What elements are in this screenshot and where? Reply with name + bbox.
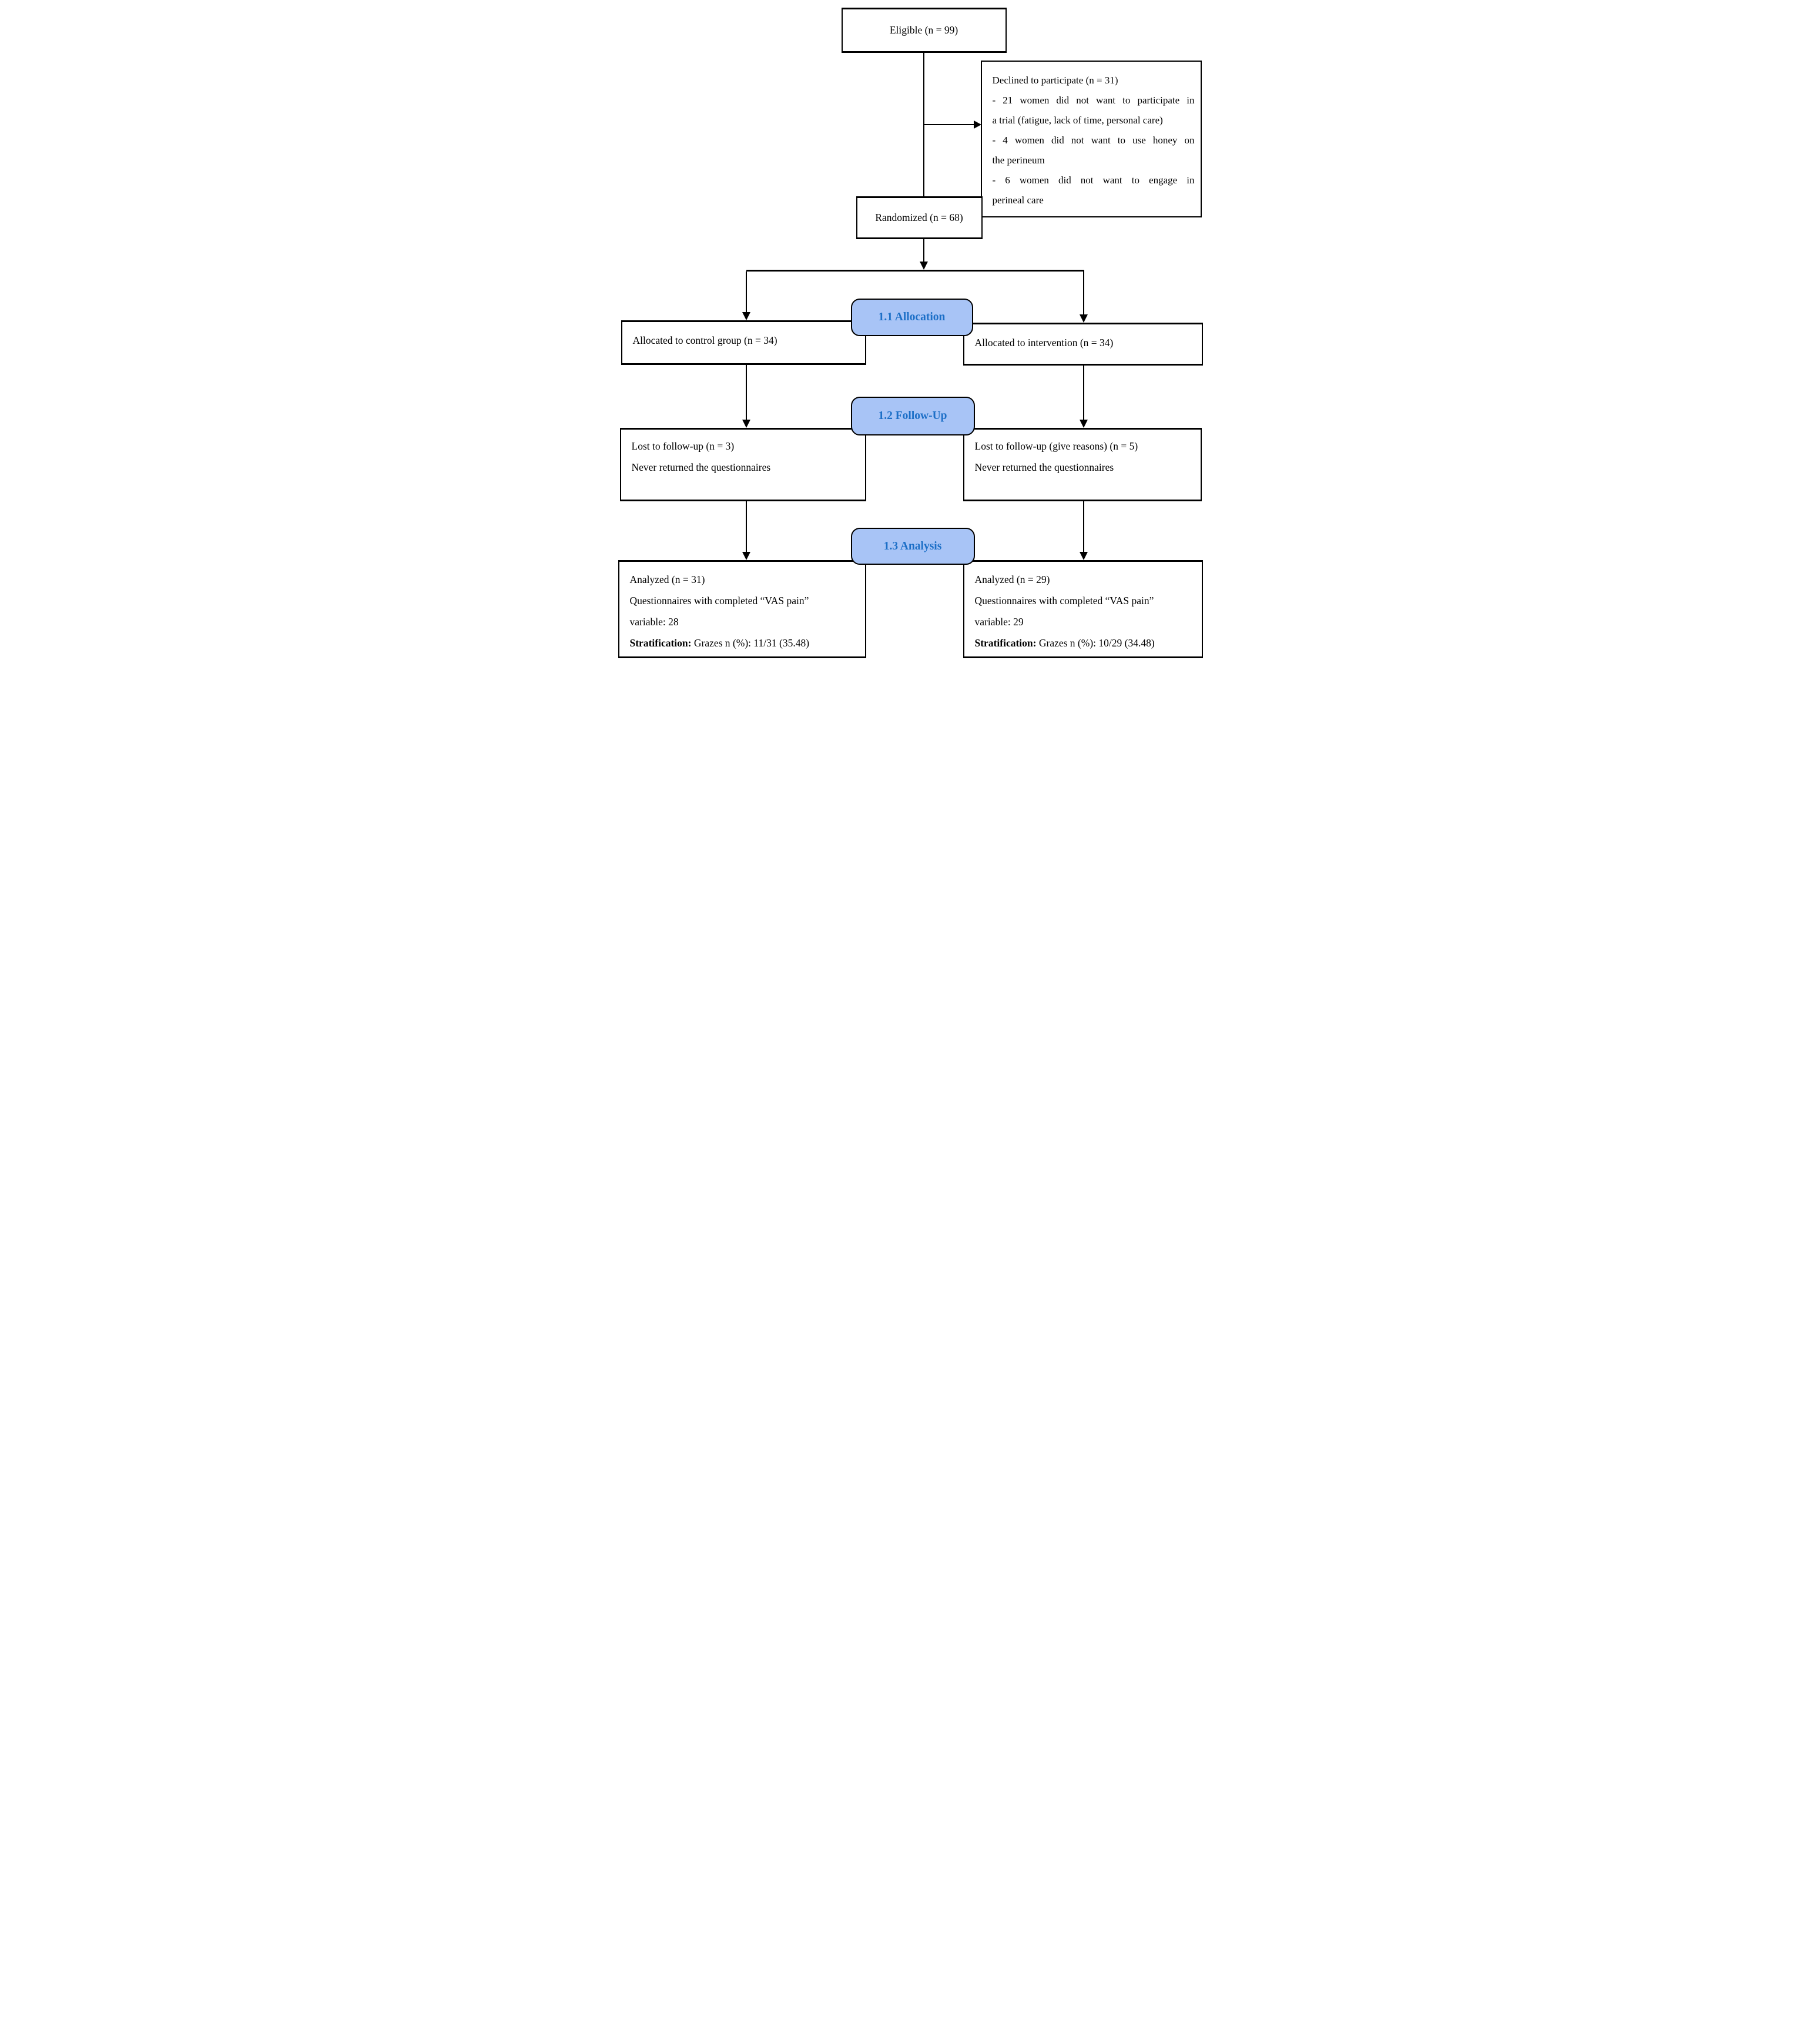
connector-intervention-to-followup [1083,366,1084,420]
control-analyzed-text: Analyzed (n = 31) [629,574,705,585]
control-lost-text: Lost to follow-up (n = 3) [631,440,735,452]
eligible-box [842,8,1007,53]
control-stratification-value: Grazes n (%): 11/31 (35.48) [691,637,810,649]
declined-box [981,61,1202,217]
intervention-followup-box [963,428,1202,501]
control-never-returned-text: Never returned the questionnaires [631,461,771,473]
stage-followup-label: 1.2 Follow-Up [878,410,947,422]
arrowhead-control-followup-icon [742,420,750,428]
stage-analysis-label: 1.3 Analysis [883,540,942,552]
connector-branch-to-declined [923,124,974,125]
intervention-allocation-box [963,323,1203,366]
eligible-text: Eligible (n = 99) [889,24,958,36]
intervention-analysis-box [963,560,1203,658]
declined-line: - 6 women did not want to engage in [992,175,1195,186]
stage-allocation-box [851,299,973,336]
intervention-stratification-label: Stratification: [974,637,1037,649]
intervention-questionnaires-text: Questionnaires with completed “VAS pain” [974,595,1154,607]
declined-line: - 21 women did not want to participate in [992,95,1195,106]
consort-flow-diagram [616,0,1204,660]
arrowhead-control-analysis-icon [742,552,750,560]
arrowhead-intervention-allocation-icon [1080,314,1088,323]
stage-allocation-label: 1.1 Allocation [878,311,946,323]
intervention-lost-text: Lost to follow-up (give reasons) (n = 5) [974,440,1138,452]
stage-followup-box [851,397,975,435]
intervention-variable-text: variable: 29 [974,616,1024,628]
connector-control-to-analysis [746,501,747,552]
arrowhead-intervention-analysis-icon [1080,552,1088,560]
declined-line: Declined to participate (n = 31) [992,75,1118,86]
control-stratification-line [630,632,860,654]
connector-split-to-intervention [1083,272,1084,315]
arrowhead-intervention-followup-icon [1080,420,1088,428]
stage-analysis-box [851,528,975,565]
declined-line: the perineum [992,155,1045,166]
control-allocation-box [621,320,866,365]
connector-split-horizontal [746,270,1084,272]
connector-intervention-to-analysis [1083,501,1084,552]
declined-line: perineal care [992,195,1044,206]
control-variable-text: variable: 28 [629,616,679,628]
intervention-stratification-value: Grazes n (%): 10/29 (34.48) [1036,637,1155,649]
declined-line: a trial (fatigue, lack of time, personal care) [992,115,1163,126]
connector-split-to-control [746,272,747,313]
arrowhead-split-icon [920,262,928,270]
connector-control-to-followup [746,365,747,420]
intervention-stratification-line [975,632,1197,654]
intervention-never-returned-text: Never returned the questionnaires [974,461,1114,473]
intervention-allocated-text: Allocated to intervention (n = 34) [974,337,1114,349]
control-allocated-text: Allocated to control group (n = 34) [632,334,777,346]
control-analysis-box [618,560,866,658]
control-followup-box [620,428,866,501]
arrowhead-control-allocation-icon [742,312,750,320]
control-stratification-label: Stratification: [629,637,692,649]
connector-randomized-to-split [923,239,924,262]
control-questionnaires-text: Questionnaires with completed “VAS pain” [629,595,809,607]
randomized-box [856,196,983,239]
randomized-text: Randomized (n = 68) [875,212,963,223]
intervention-analyzed-text: Analyzed (n = 29) [974,574,1050,585]
declined-line: - 4 women did not want to use honey on [992,135,1195,146]
